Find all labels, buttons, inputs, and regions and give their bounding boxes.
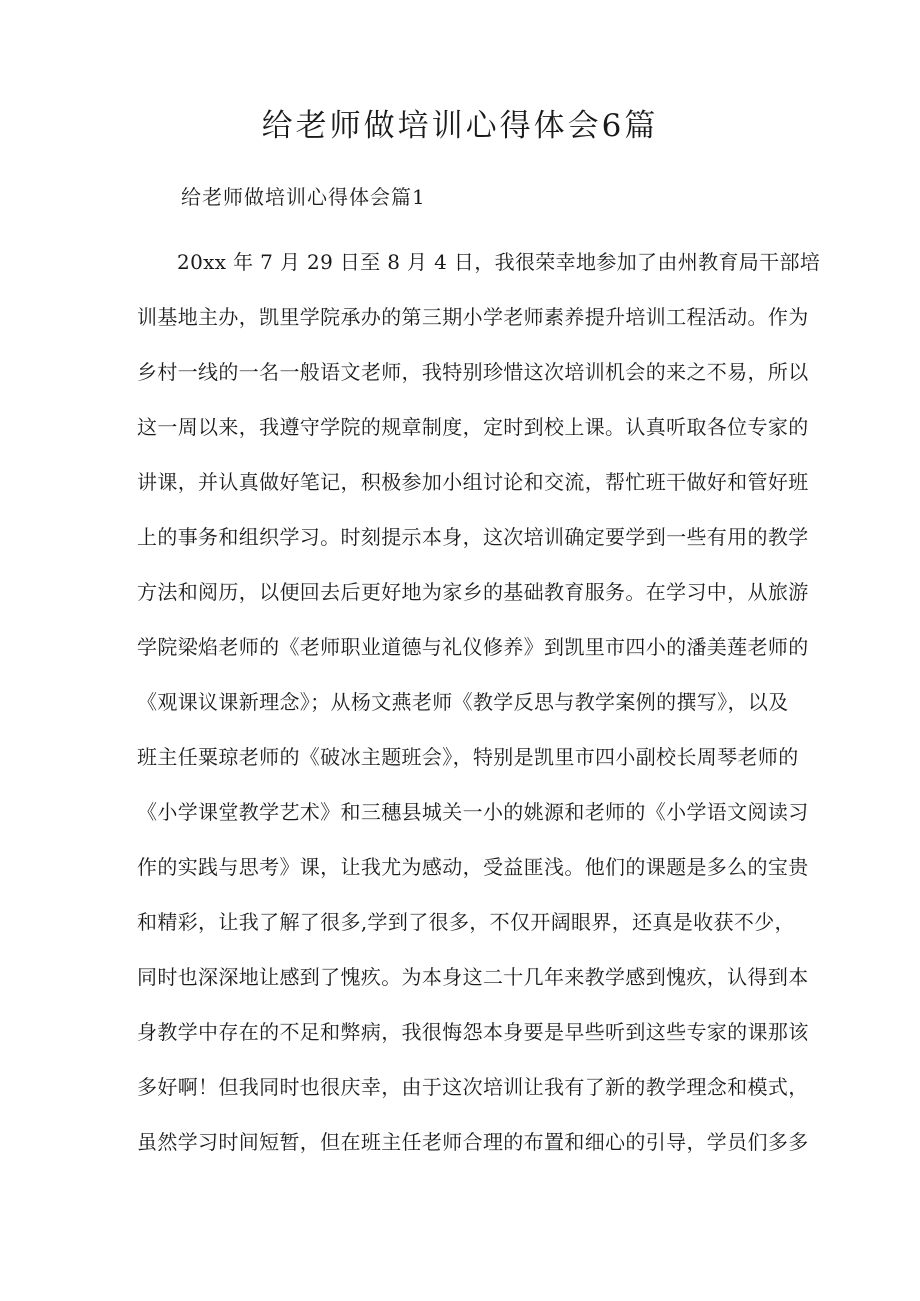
paragraph-line: 《观课议课新理念》；从杨文燕老师《教学反思与教学案例的撰写》，以及	[137, 690, 789, 714]
paragraph-line: 身教学中存在的不足和弊病，我很悔怨本身要是早些听到这些专家的课那该	[137, 1020, 809, 1044]
paragraph-line: 多好啊！但我同时也很庆幸，由于这次培训让我有了新的教学理念和模式，	[137, 1075, 809, 1099]
paragraph-line: 乡村一线的一名一般语文老师，我特别珍惜这次培训机会的来之不易，所以	[137, 360, 809, 384]
paragraph-line: 这一周以来，我遵守学院的规章制度，定时到校上课。认真听取各位专家的	[137, 415, 809, 439]
section-heading: 给老师做培训心得体会篇1	[181, 185, 426, 209]
paragraph-line: 《小学课堂教学艺术》和三穗县城关一小的姚源和老师的《小学语文阅读习	[137, 800, 809, 824]
body-paragraph	[137, 246, 821, 1181]
paragraph-line: 上的事务和组织学习。时刻提示本身，这次培训确定要学到一些有用的教学	[137, 525, 809, 549]
paragraph-line: 训基地主办，凯里学院承办的第三期小学老师素养提升培训工程活动。作为	[137, 305, 809, 329]
paragraph-line: 20xx 年 7 月 29 日至 8 月 4 日，我很荣幸地参加了由州教育局干部培	[177, 250, 821, 274]
paragraph-line: 学院梁焰老师的《老师职业道德与礼仪修养》到凯里市四小的潘美莲老师的	[137, 635, 809, 659]
paragraph-line: 和精彩，让我了解了很多,学到了很多，不仅开阔眼界，还真是收获不少，	[137, 910, 795, 934]
paragraph-line: 虽然学习时间短暂，但在班主任老师合理的布置和细心的引导，学员们多多	[137, 1130, 809, 1154]
paragraph-line: 方法和阅历，以便回去后更好地为家乡的基础教育服务。在学习中，从旅游	[137, 580, 809, 604]
paragraph-line: 作的实践与思考》课，让我尤为感动，受益匪浅。他们的课题是多么的宝贵	[137, 855, 809, 879]
paragraph-line: 同时也深深地让感到了愧疚。为本身这二十几年来教学感到愧疚，认得到本	[137, 965, 809, 989]
paragraph-line: 班主任粟琼老师的《破冰主题班会》，特别是凯里市四小副校长周琴老师的	[137, 745, 799, 769]
document-title: 给老师做培训心得体会6篇	[261, 108, 659, 144]
paragraph-line: 讲课，并认真做好笔记，积极参加小组讨论和交流，帮忙班干做好和管好班	[137, 470, 809, 494]
